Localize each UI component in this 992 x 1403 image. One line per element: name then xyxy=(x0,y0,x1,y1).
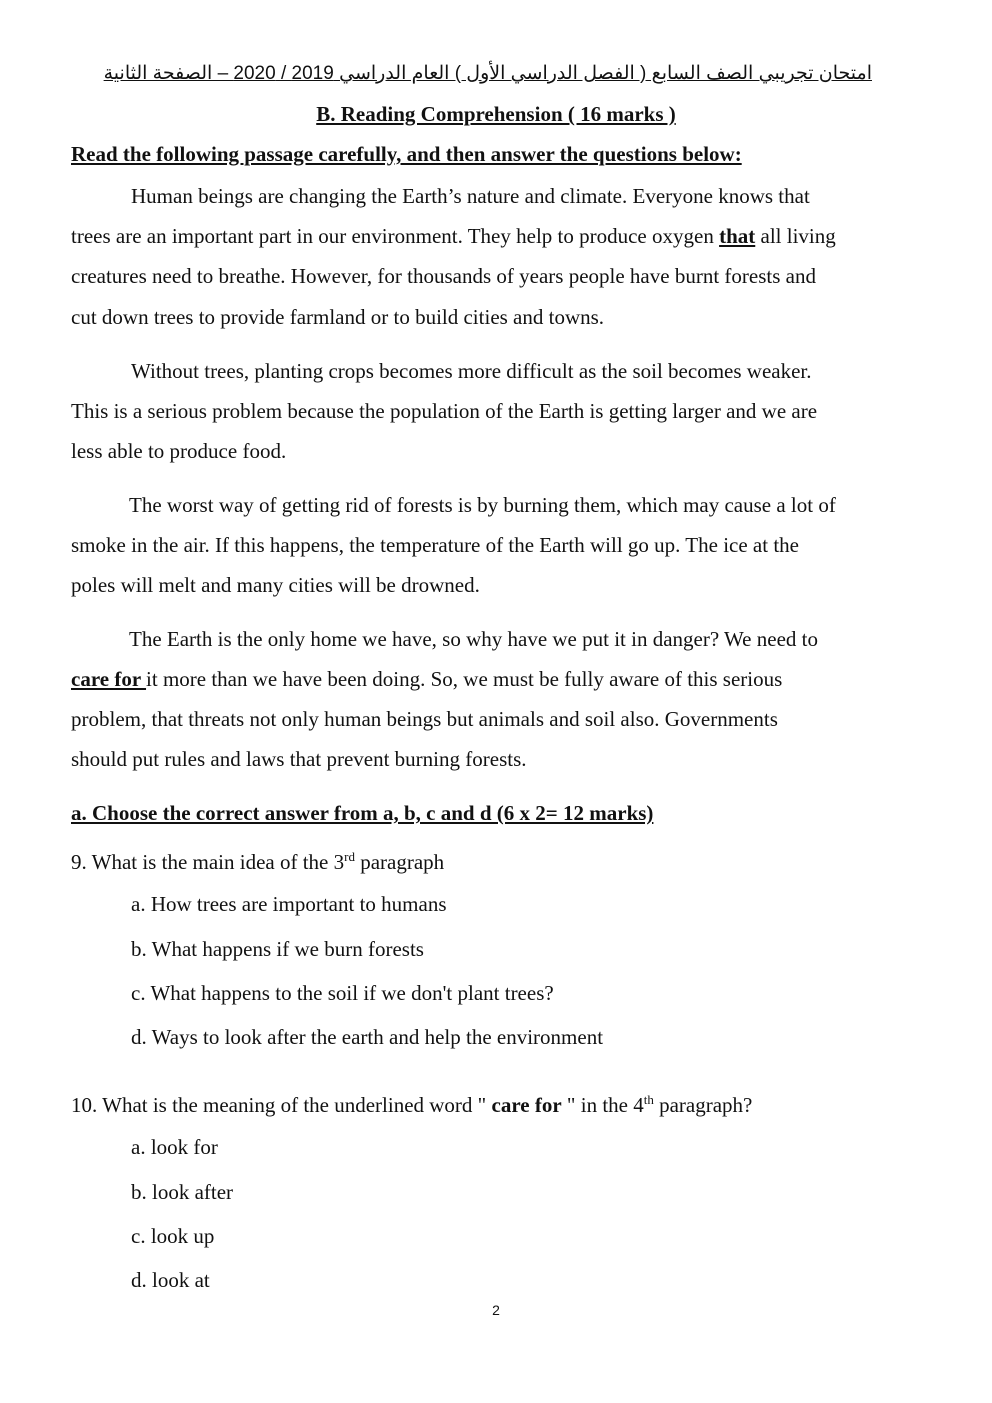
text: 9. What is the main idea of the 3 xyxy=(71,850,345,874)
part-a-title: a. Choose the correct answer from a, b, c and d (6 x 2= 12 marks) xyxy=(71,801,654,825)
underlined-word-that: that xyxy=(719,224,756,248)
text: " in the 4 xyxy=(561,1093,644,1117)
superscript: rd xyxy=(344,849,355,864)
passage-line: problem, that threats not only human beings but animals and soil also. Governments xyxy=(71,707,778,731)
q9-option-d: d. Ways to look after the earth and help the environment xyxy=(131,1025,604,1049)
passage-line xyxy=(71,665,782,693)
passage-line: The Earth is the only home we have, so why have we put it in danger? We need to xyxy=(129,627,818,651)
passage-line: cut down trees to provide farmland or to build cities and towns. xyxy=(71,305,605,329)
passage-line xyxy=(71,222,836,250)
superscript: th xyxy=(643,1092,654,1107)
bold-phrase: care for xyxy=(491,1093,562,1117)
passage-line: Human beings are changing the Earth’s nature and climate. Everyone knows that xyxy=(131,184,810,208)
text: 10. What is the meaning of the underlined word " xyxy=(71,1093,492,1117)
passage-line: smoke in the air. If this happens, the temperature of the Earth will go up. The ice at the xyxy=(71,533,799,557)
passage-line: should put rules and laws that prevent burning forests. xyxy=(71,747,527,771)
instruction: Read the following passage carefully, and then answer the questions below: xyxy=(71,142,742,166)
question-9 xyxy=(71,848,444,876)
q10-option-d: d. look at xyxy=(131,1268,210,1292)
passage-line: poles will melt and many cities will be drowned. xyxy=(71,573,480,597)
section-title: B. Reading Comprehension ( 16 marks ) xyxy=(316,102,676,126)
arabic-header: امتحان تجريبي الصف السابع ( الفصل الدراسي الأول ) العام الدراسي 2019 / 2020 – الصفحة الثانية xyxy=(103,63,872,84)
underlined-phrase-care-for: care for xyxy=(71,667,147,691)
q10-option-a: a. look for xyxy=(131,1135,218,1159)
q9-option-c: c. What happens to the soil if we don't plant trees? xyxy=(131,981,554,1005)
passage-line: This is a serious problem because the population of the Earth is getting larger and we are xyxy=(71,399,818,423)
passage-line: less able to produce food. xyxy=(71,439,287,463)
text: all living xyxy=(755,224,836,248)
text: paragraph? xyxy=(653,1093,753,1117)
q10-option-b: b. look after xyxy=(131,1180,234,1204)
q9-option-b: b. What happens if we burn forests xyxy=(131,937,424,961)
text: trees are an important part in our environment. They help to produce oxygen xyxy=(71,224,720,248)
passage-line: The worst way of getting rid of forests is by burning them, which may cause a lot of xyxy=(129,493,836,517)
q9-option-a: a. How trees are important to humans xyxy=(131,892,447,916)
passage-line: creatures need to breathe. However, for thousands of years people have burnt forests and xyxy=(71,264,816,288)
text: paragraph xyxy=(354,850,445,874)
page-number: 2 xyxy=(492,1302,500,1318)
passage-line: Without trees, planting crops becomes more difficult as the soil becomes weaker. xyxy=(131,359,812,383)
text: it more than we have been doing. So, we must be fully aware of this serious xyxy=(146,667,783,691)
question-10 xyxy=(71,1091,752,1119)
q10-option-c: c. look up xyxy=(131,1224,215,1248)
